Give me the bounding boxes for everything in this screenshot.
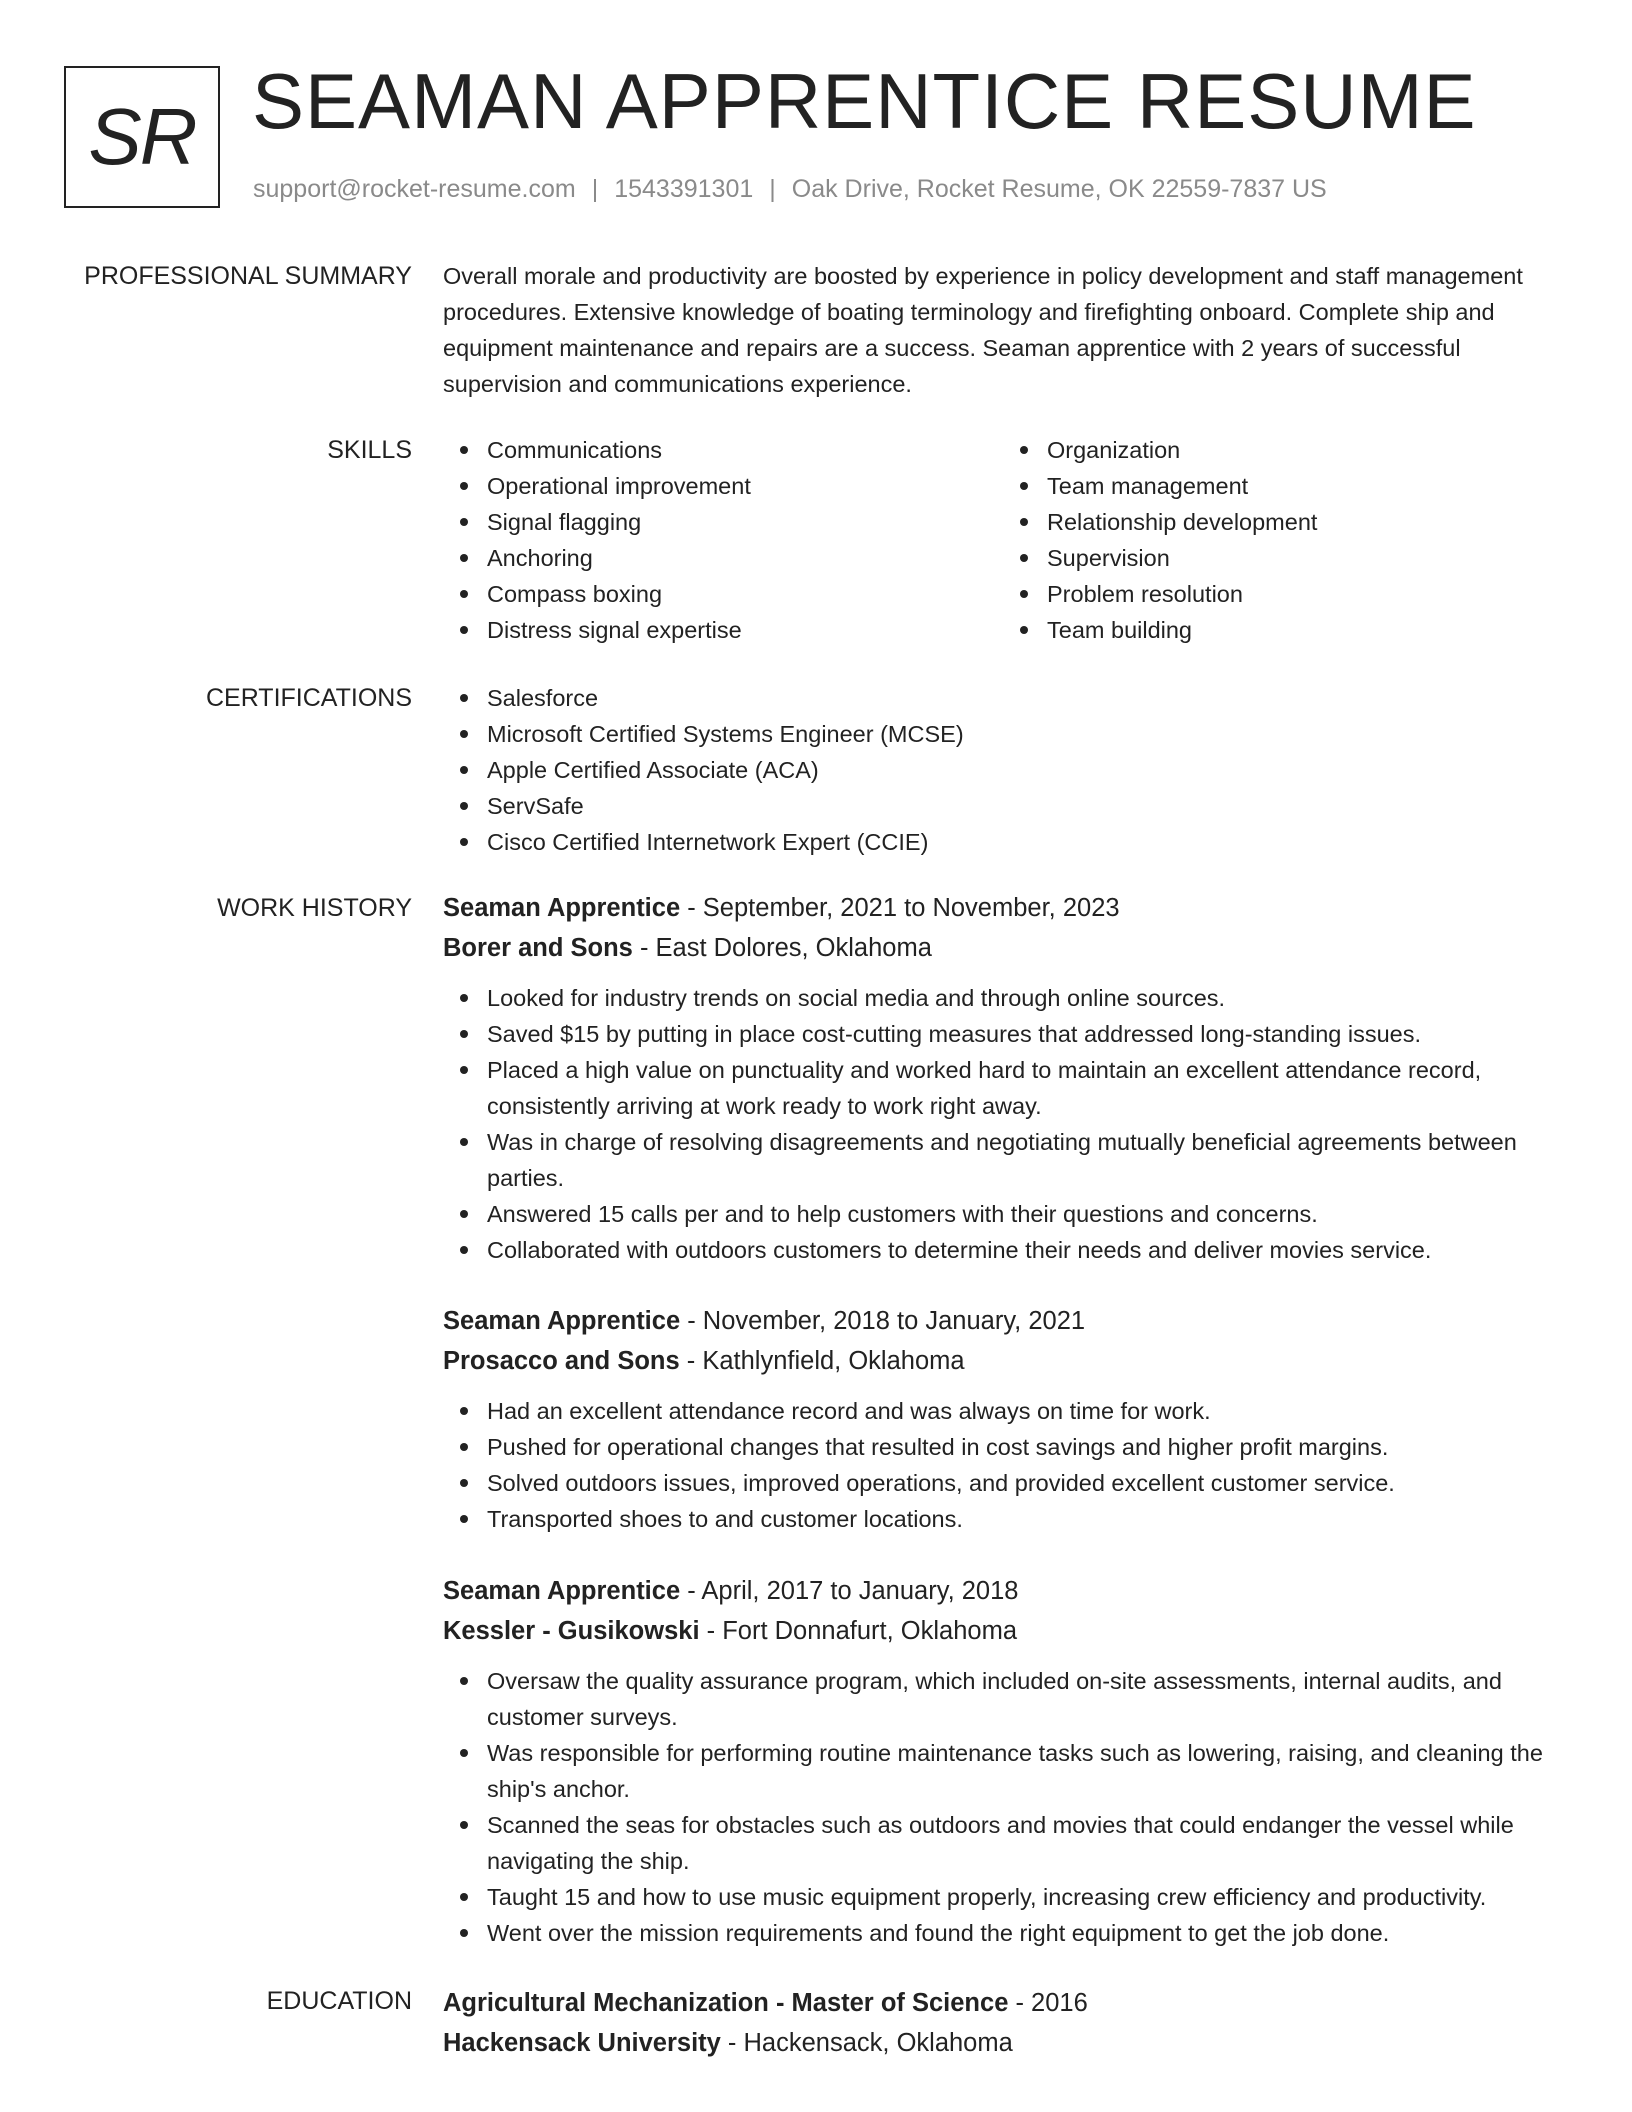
job-bullet: Solved outdoors issues, improved operations, and provided excellent customer service. [487,1465,1563,1501]
education-degree: Agricultural Mechanization - Master of Science [443,1989,1009,2017]
job-bullet: Taught 15 and how to use music equipment properly, increasing crew efficiency and productivity. [487,1879,1563,1915]
skill-item: Organization [1047,432,1563,468]
education-year: - 2016 [1008,1989,1088,2017]
skill-item: Signal flagging [487,504,1003,540]
summary-text: Overall morale and productivity are boosted by experience in policy development and staff management procedures. Extensive knowledge of boating terminology and firefighting onboard. Complete ship and equipment maintenance and repairs are a success. Seaman apprentice with 2 years of successful supervision and communications experience. [443,263,1523,397]
monogram-badge: SR [64,66,220,208]
job-bullet: Was responsible for performing routine maintenance tasks such as lowering, raising, and cleaning the ship's anchor. [487,1735,1563,1807]
job-bullets [443,1663,1563,1951]
job-bullet: Had an excellent attendance record and was always on time for work. [487,1393,1563,1429]
skill-item: Team building [1047,612,1563,648]
job-company: Kessler - Gusikowski [443,1617,700,1645]
job-company: Borer and Sons [443,934,633,962]
certification-item: Apple Certified Associate (ACA) [487,752,1563,788]
job-dates: - April, 2017 to January, 2018 [680,1577,1019,1605]
contact-separator: | [591,175,599,203]
skill-item: Relationship development [1047,504,1563,540]
job-dates: - September, 2021 to November, 2023 [680,894,1120,922]
certification-item: Microsoft Certified Systems Engineer (MCSE) [487,716,1563,752]
job-title: Seaman Apprentice [443,1577,681,1605]
contact-phone[interactable]: 1543391301 [614,175,754,203]
job-location: - East Dolores, Oklahoma [632,934,932,962]
skills-list-right [1003,432,1563,648]
section-label-work-history: WORK HISTORY [217,894,412,922]
resume-title: SEAMAN APPRENTICE RESUME [252,57,1477,145]
job-dates: - November, 2018 to January, 2021 [680,1307,1086,1335]
job-location: - Kathlynfield, Oklahoma [679,1347,965,1375]
education-location: - Hackensack, Oklahoma [720,2029,1013,2057]
job-bullet: Collaborated with outdoors customers to determine their needs and deliver movies service. [487,1232,1563,1268]
skill-item: Problem resolution [1047,576,1563,612]
skill-item: Communications [487,432,1003,468]
certification-item: Cisco Certified Internetwork Expert (CCIE) [487,824,1563,860]
job-bullet: Was in charge of resolving disagreements and negotiating mutually beneficial agreements between parties. [487,1124,1563,1196]
section-label-certifications: CERTIFICATIONS [205,684,412,712]
skills-list-left [443,432,1003,648]
education-school-line [443,2023,1563,2063]
job-bullet: Answered 15 calls per and to help customers with their questions and concerns. [487,1196,1563,1232]
job-bullet: Looked for industry trends on social media and through online sources. [487,980,1563,1016]
contact-line [253,172,1327,206]
job-bullet: Scanned the seas for obstacles such as outdoors and movies that could endanger the vessel while navigating the ship. [487,1807,1563,1879]
job-location: - Fort Donnafurt, Oklahoma [699,1617,1018,1645]
skill-item: Operational improvement [487,468,1003,504]
job-title-line [443,1301,1563,1341]
job-bullet: Saved $15 by putting in place cost-cutting measures that addressed long-standing issues. [487,1016,1563,1052]
section-label-summary: PROFESSIONAL SUMMARY [84,262,412,290]
job-bullet: Went over the mission requirements and found the right equipment to get the job done. [487,1915,1563,1951]
contact-address: Oak Drive, Rocket Resume, OK 22559-7837 US [791,175,1327,203]
certifications-list [443,680,1563,860]
certification-item: ServSafe [487,788,1563,824]
job-company: Prosacco and Sons [443,1347,680,1375]
skill-item: Team management [1047,468,1563,504]
job-company-line [443,1341,1563,1381]
job-bullet: Transported shoes to and customer locations. [487,1501,1563,1537]
job-bullets [443,1393,1563,1537]
skill-item: Distress signal expertise [487,612,1003,648]
skill-item: Compass boxing [487,576,1003,612]
job-bullet: Oversaw the quality assurance program, which included on-site assessments, internal audits, and customer surveys. [487,1663,1563,1735]
section-label-education: EDUCATION [266,1987,412,2015]
job-title: Seaman Apprentice [443,894,681,922]
certification-item: Salesforce [487,680,1563,716]
job-bullets [443,980,1563,1268]
job-company-line [443,1611,1563,1651]
job-title-line [443,888,1563,928]
job-title: Seaman Apprentice [443,1307,681,1335]
skill-item: Supervision [1047,540,1563,576]
job-company-line [443,928,1563,968]
education-degree-line [443,1983,1563,2023]
education-school: Hackensack University [443,2029,721,2057]
contact-email[interactable]: support@rocket-resume.com [253,175,576,203]
job-bullet: Placed a high value on punctuality and worked hard to maintain an excellent attendance record, consistently arriving at work ready to work right away. [487,1052,1563,1124]
contact-separator: | [769,175,776,203]
job-title-line [443,1571,1563,1611]
skill-item: Anchoring [487,540,1003,576]
section-label-skills: SKILLS [327,436,412,464]
job-bullet: Pushed for operational changes that resulted in cost savings and higher profit margins. [487,1429,1563,1465]
